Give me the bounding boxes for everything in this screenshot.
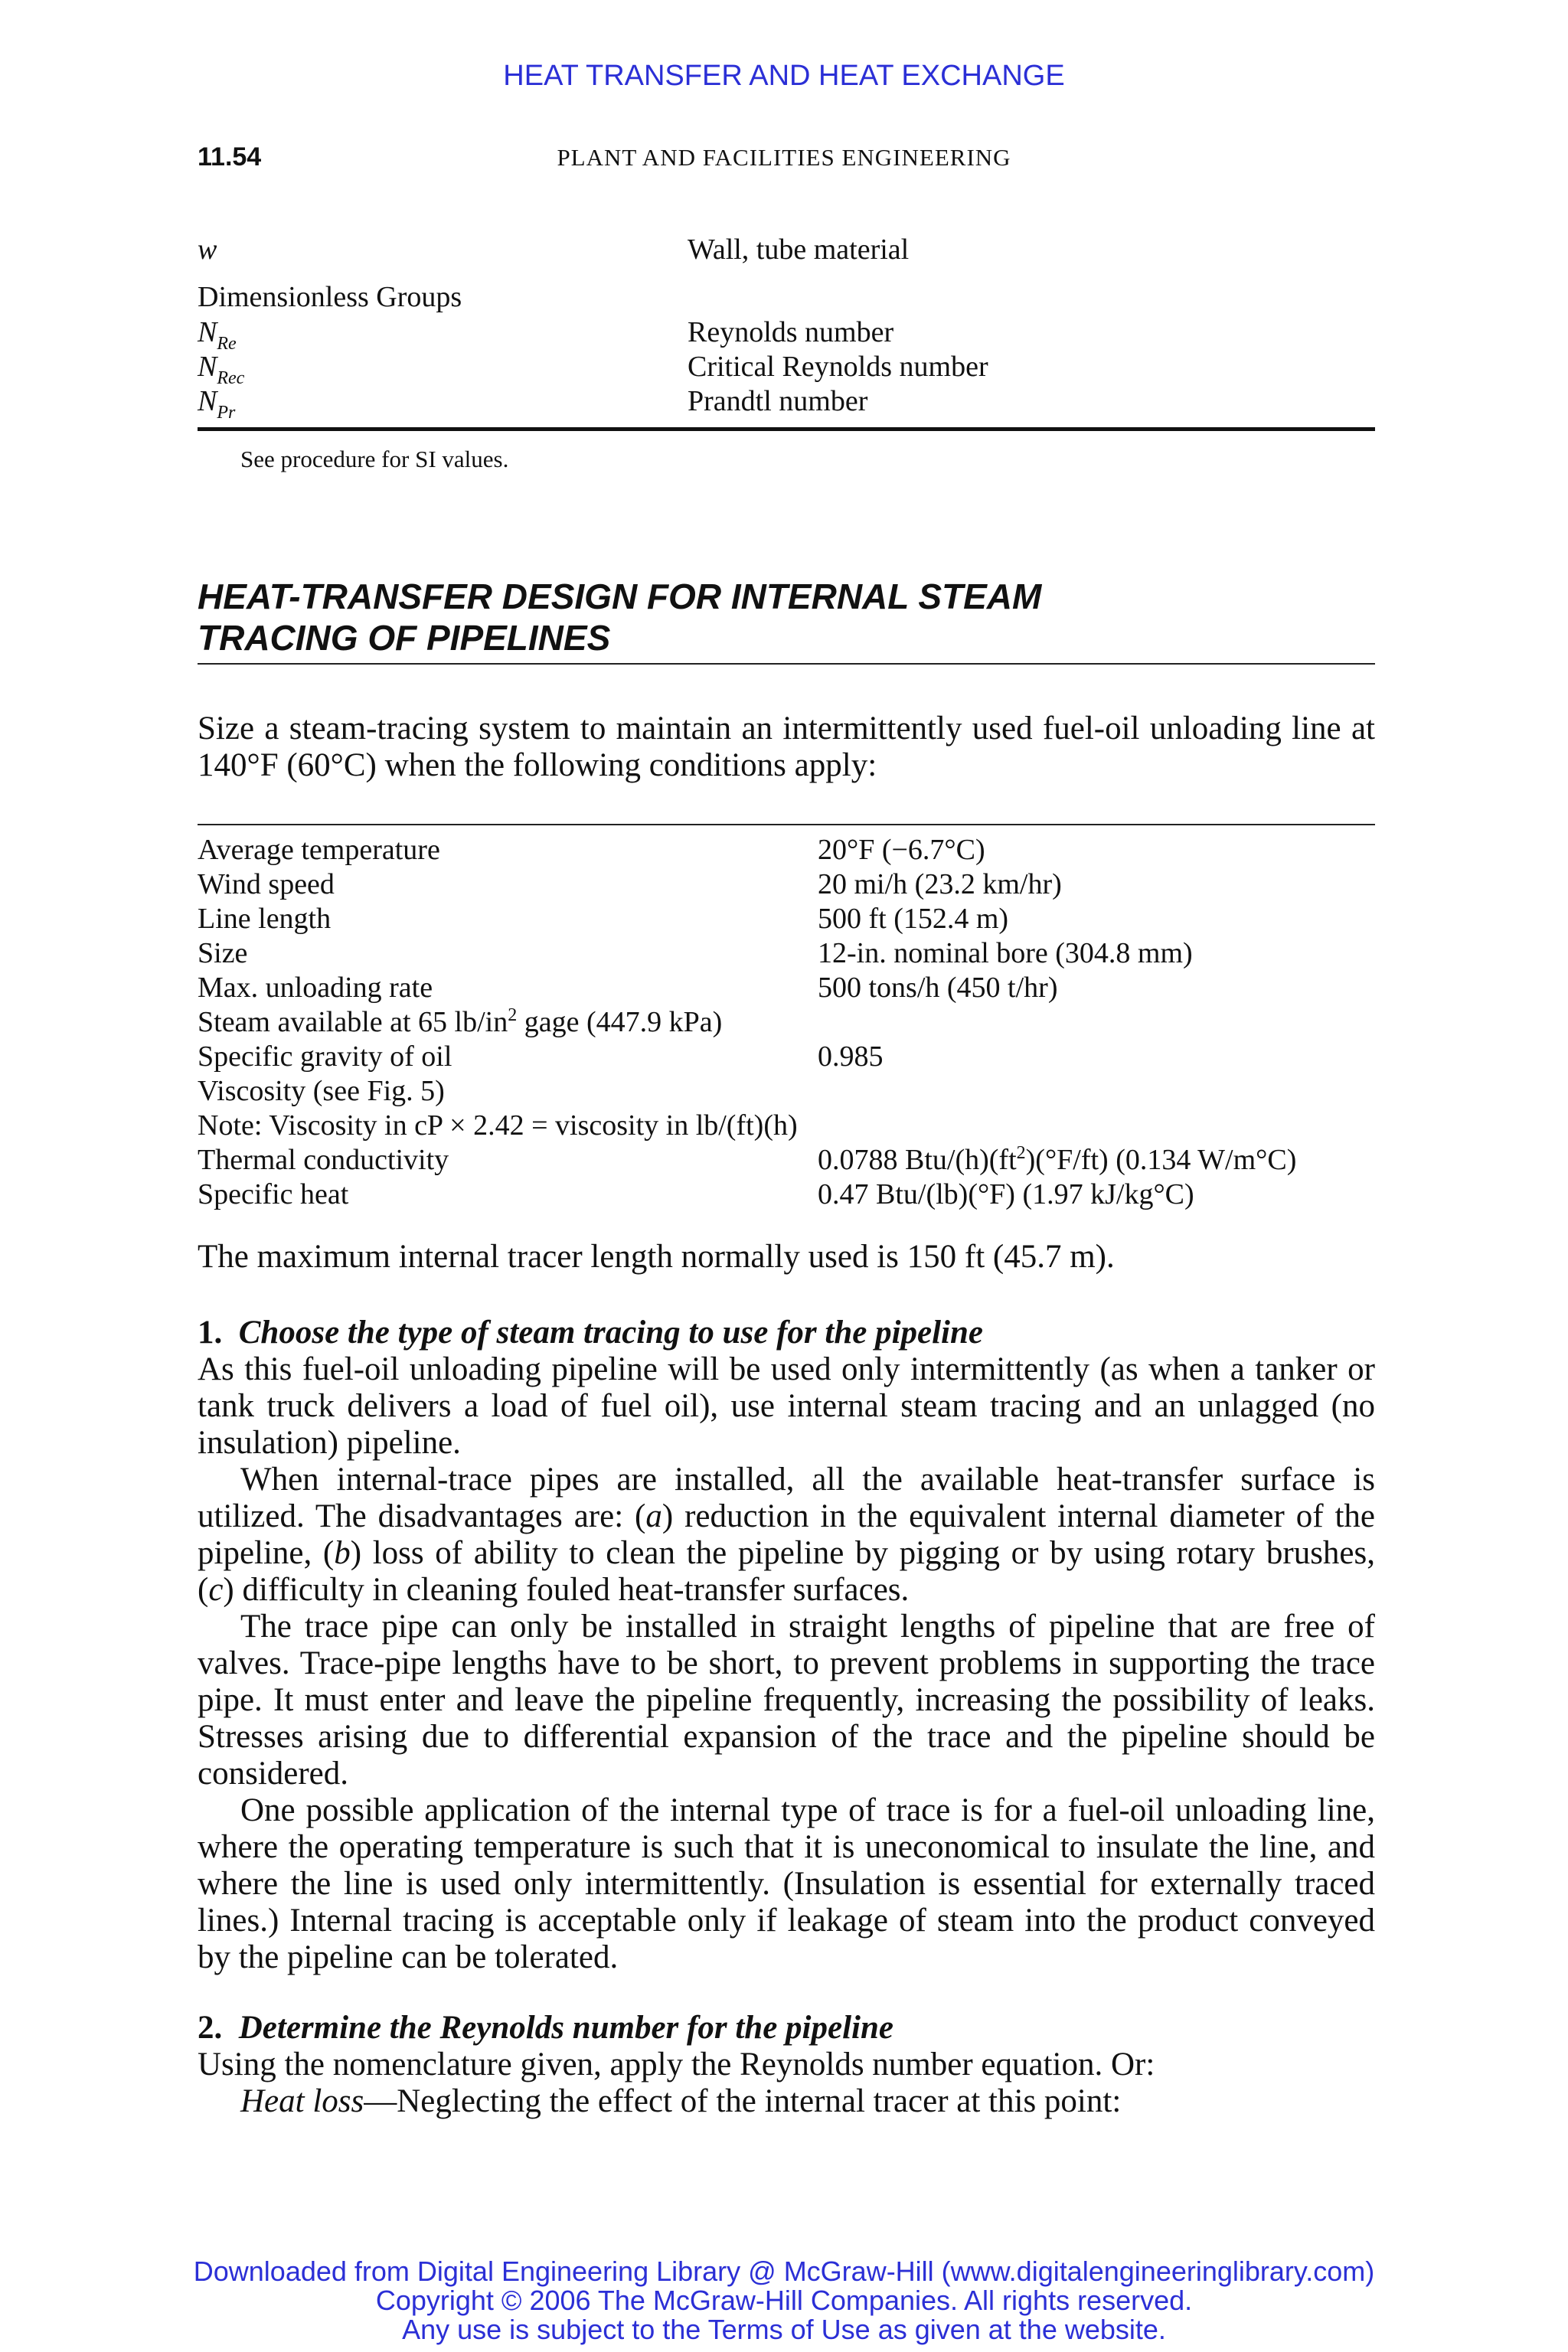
footer-copyright: Copyright © 2006 The McGraw-Hill Companies. All rights reserved. [375,2285,1193,2316]
step2-heading: 2. Determine the Reynolds number for the pipeline [198,2010,893,2046]
nomenclature-symbol-w: w [198,234,217,266]
intro-paragraph: Size a steam-tracing system to maintain an intermittently used fuel-oil unloading line at 140°F (60°C) when the following conditions apply: [198,710,1375,783]
step1-body: As this fuel-oil unloading pipeline will be used only intermittently (as when a tanker or tank truck delivers a load of fuel oil), use internal steam tracing and an unlagged (no insulation) pipeline. When internal-trace pipes are installed, all the available heat-transfer surface is utilized. The disadvantages are: (a) reduction in the equivalent internal diameter of the pipeline, (b) loss of ability to clean the pipeline by pigging or by using rotary brushes, (c) difficulty in cleaning fouled heat-transfer surfaces. The trace pipe can only be installed in straight lengths of pipeline that are free of valves. Trace-pipe lengths have to be short, to prevent problems in supporting the trace pipe. It must enter and leave the pipeline frequently, increasing the possibility of leaks. Stresses arising due to differential expansion of the trace and the pipeline should be considered. One possible application of the internal type of trace is for a fuel-oil unloading line, where the operating temperature is such that it is uneconomical to insulate the line, and where the line is used only intermittently. (Insulation is essential for externally traced lines.) Internal tracing is acceptable only if leakage of steam into the product conveyed by the pipeline can be tolerated. [198,1351,1375,1975]
dimensionless-groups-heading: Dimensionless Groups [198,281,462,313]
nomenclature-symbol-nrec: $N_{Rec}$ [198,351,245,388]
section-title-line2: TRACING OF PIPELINES [198,618,611,658]
condition-label: Specific heat [198,1178,349,1210]
condition-label: Size [198,937,248,969]
condition-value: 0.985 [818,1040,884,1073]
table-bottom-rule [198,427,1375,431]
condition-label: Viscosity (see Fig. 5) [198,1075,445,1107]
condition-label: Specific gravity of oil [198,1040,452,1073]
condition-value: 20 mi/h (23.2 km/hr) [818,868,1062,900]
banner-title: HEAT TRANSFER AND HEAT EXCHANGE [503,60,1065,92]
condition-note: Note: Viscosity in cP × 2.42 = viscosity in lb/(ft)(h) [198,1109,798,1142]
step2-body: Using the nomenclature given, apply the Reynolds number equation. Or: Heat loss—Neglecting the effect of the internal tracer at this point: [198,2047,1155,2119]
nomenclature-desc-w: Wall, tube material [688,234,910,266]
nomenclature-desc-nre: Reynolds number [688,316,894,348]
nomenclature-desc-npr: Prandtl number [688,385,868,417]
condition-label: Average temperature [198,834,440,866]
condition-label: Steam available at 65 $lb/in^2$ gage (447.9 kPa) [198,1005,723,1038]
page-number: 11.54 [198,142,262,172]
nomenclature-desc-nrec: Critical Reynolds number [688,351,988,383]
step1-heading: 1. Choose the type of steam tracing to use for the pipeline [198,1315,983,1351]
running-head: PLANT AND FACILITIES ENGINEERING [557,144,1011,171]
condition-value: 500 ft (152.4 m) [818,903,1009,935]
footer-notice [0,2257,1568,2344]
si-note: See procedure for SI values. [240,446,509,472]
condition-value: 0.0788 Btu/$(h)(ft^2)(^\circ F/ft)$ (0.134 W/m°C) [818,1143,1297,1176]
nomenclature-symbol-nre: $N_{Re}$ [198,316,237,354]
condition-label: Thermal conductivity [198,1144,449,1176]
condition-label: Max. unloading rate [198,972,433,1004]
section-title-rule [198,663,1375,665]
condition-label: Line length [198,903,332,935]
condition-label: Wind speed [198,868,335,900]
section-title-line1: HEAT-TRANSFER DESIGN FOR INTERNAL STEAM [198,577,1042,616]
max-tracer-paragraph: The maximum internal tracer length normally used is 150 ft (45.7 m). [198,1239,1115,1275]
condition-value: 0.47 Btu/(lb)(°F) (1.97 kJ/kg°C) [818,1178,1194,1210]
condition-value: 12-in. nominal bore (304.8 mm) [818,937,1193,969]
condition-value: 500 tons/h (450 t/hr) [818,972,1058,1004]
footer-download-link[interactable]: Downloaded from Digital Engineering Library @ McGraw-Hill (www.digitalengineeringlibrary.com) [193,2256,1375,2287]
conditions-top-rule [198,824,1375,825]
nomenclature-symbol-npr: $N_{Pr}$ [198,385,236,423]
section-title [198,576,1041,658]
footer-terms: Any use is subject to the Terms of Use as given at the website. [402,2314,1166,2345]
condition-value: 20°F (−6.7°C) [818,834,985,866]
